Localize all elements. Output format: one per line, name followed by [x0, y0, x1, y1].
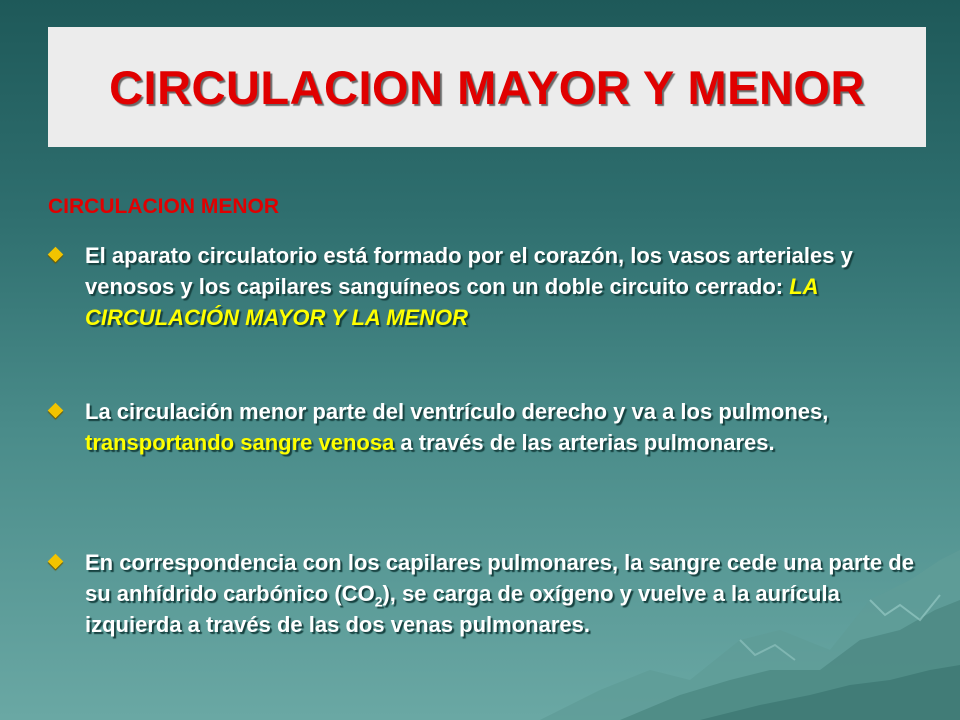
bullet-item-2 — [46, 396, 916, 458]
bullet-text-1: El aparato circulatorio está formado por el corazón, los vasos arteriales y venosos y los capilares sanguíneos con un doble circuito cerrado: LA CIRCULACIÓN MAYOR Y LA MENOR — [85, 243, 853, 330]
diamond-bullet-icon — [48, 554, 64, 570]
diamond-bullet-icon — [48, 247, 64, 263]
title-box — [48, 27, 926, 147]
section-subtitle: CIRCULACION MENOR — [48, 195, 279, 218]
diamond-bullet-icon — [48, 403, 64, 419]
highlight-text-2: transportando sangre venosa — [85, 430, 395, 455]
highlight-text-1: LA CIRCULACIÓN MAYOR Y LA MENOR — [85, 274, 818, 330]
bullet-item-1 — [46, 240, 916, 333]
subscript-2: 2 — [374, 593, 383, 610]
slide-title: CIRCULACION MAYOR Y MENOR — [109, 60, 865, 114]
bullet-text-2: La circulación menor parte del ventrículo derecho y va a los pulmones, transportando sangre venosa a través de las arterias pulmonares. — [85, 399, 829, 455]
bullet-text-3: En correspondencia con los capilares pulmonares, la sangre cede una parte de su anhídrido carbónico $(CO_2)$, se carga de oxígeno y vuelve a la aurícula izquierda a través de las dos venas pulmonares. — [85, 550, 914, 637]
bullet-item-3 — [46, 547, 916, 640]
